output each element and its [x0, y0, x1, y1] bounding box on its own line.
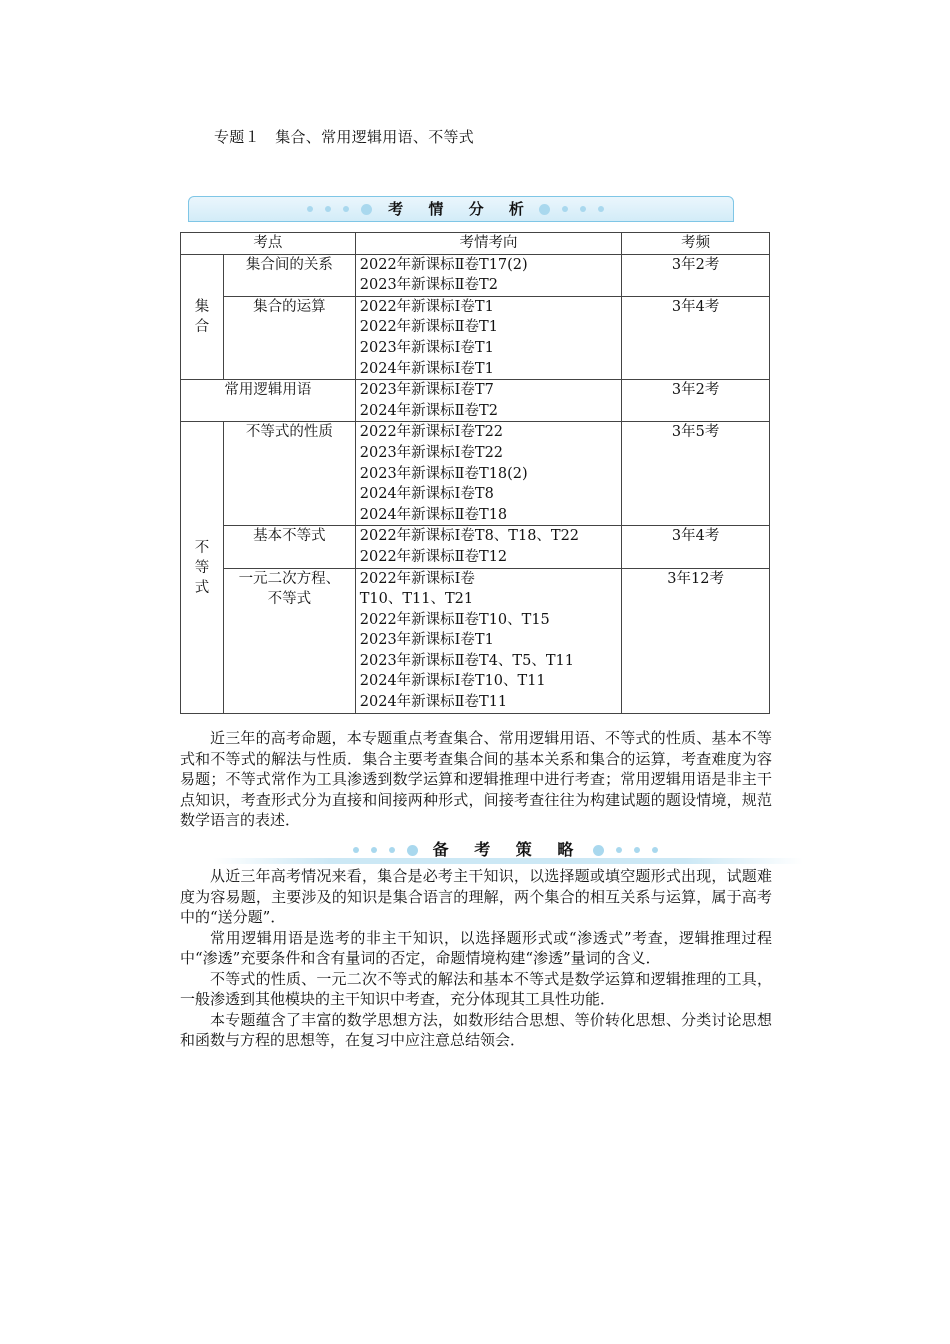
- strategy-paragraph: 不等式的性质、一元二次不等式的解法和基本不等式是数学运算和逻辑推理的工具，一般渗透到其他模块的主干知识中考查，充分体现其工具性功能．: [180, 969, 772, 1008]
- topic-cell: 不等式的性质: [223, 422, 355, 526]
- strategy-paragraph: 本专题蕴含了丰富的数学思想方法，如数形结合思想、等价转化思想、分类讨论思想和函数与方程的思想等，在复习中应注意总结领会．: [180, 1010, 772, 1049]
- topic-cell: 常用逻辑用语: [181, 380, 356, 422]
- header-direction: 考情考向: [355, 233, 622, 255]
- table-row: [181, 380, 770, 422]
- page-title: 专题１ 集合、常用逻辑用语、不等式: [214, 128, 475, 146]
- table-header-row: [181, 233, 770, 255]
- table-row: [181, 526, 770, 568]
- table-row: [181, 422, 770, 526]
- strategy-paragraph: 从近三年高考情况来看，集合是必考主干知识，以选择题或填空题形式出现，试题难度为容易题，主要涉及的知识是集合语言的理解，两个集合的相互关系与运算，属于高考中的“送分题”．: [180, 867, 772, 926]
- table-row: [181, 254, 770, 296]
- group-inequalities: 不 等 式: [181, 422, 224, 713]
- header-frequency: 考频: [622, 233, 770, 255]
- strategy-paragraph: 常用逻辑用语是选考的非主干知识，以选择题形式或“渗透式”考查，逻辑推理过程中“渗透”充要条件和含有量词的否定，命题情境构建“渗透”量词的含义．: [180, 928, 772, 967]
- items-cell: 2022年新课标Ⅰ卷 T10、T11、T21 2022年新课标Ⅱ卷T10、T15 2023年新课标Ⅰ卷T1 2023年新课标Ⅱ卷T4、T5、T11 2024年新课标Ⅰ卷T10、T11 2024年新课标Ⅱ卷T11: [355, 568, 622, 713]
- table-row: [181, 296, 770, 379]
- topic-cell: 集合的运算: [223, 296, 355, 379]
- freq-cell: 3年5考: [622, 422, 770, 526]
- freq-cell: 3年4考: [622, 296, 770, 379]
- section-banner-strategy: [213, 838, 803, 864]
- topic-cell: 基本不等式: [223, 526, 355, 568]
- freq-cell: 3年4考: [622, 526, 770, 568]
- items-cell: 2022年新课标Ⅱ卷T17(2) 2023年新课标Ⅱ卷T2: [355, 254, 622, 296]
- analysis-paragraph: 近三年的高考命题，本专题重点考查集合、常用逻辑用语、不等式的性质、基本不等式和不等式的解法与性质．集合主要考查集合间的基本关系和集合的运算，考查难度为容易题；不等式常作为工具渗透到数学运算和逻辑推理中进行考查；常用逻辑用语是非主干点知识，考查形式分为直接和间接两种形式，间接考查往往为构建试题的题设情境，规范数学语言的表述．: [180, 729, 772, 829]
- strategy-paragraphs: [180, 866, 772, 1051]
- items-cell: 2022年新课标Ⅰ卷T8、T18、T22 2022年新课标Ⅱ卷T12: [355, 526, 622, 568]
- section-title-strategy: 备 考 策 略: [432, 840, 584, 859]
- exam-analysis-table: [180, 232, 770, 714]
- decorative-dots: [593, 838, 658, 862]
- section-title-analysis: 考 情 分 析: [388, 200, 534, 218]
- items-cell: 2022年新课标Ⅰ卷T22 2023年新课标Ⅰ卷T22 2023年新课标Ⅱ卷T18(2) 2024年新课标Ⅰ卷T8 2024年新课标Ⅱ卷T18: [355, 422, 622, 526]
- freq-cell: 3年2考: [622, 380, 770, 422]
- decorative-dots: [539, 197, 604, 221]
- freq-cell: 3年2考: [622, 254, 770, 296]
- freq-cell: 3年12考: [622, 568, 770, 713]
- group-sets: 集 合: [181, 254, 224, 380]
- header-topic: 考点: [181, 233, 356, 255]
- topic-cell: 一元二次方程、不等式: [223, 568, 355, 713]
- topic-cell: 集合间的关系: [223, 254, 355, 296]
- table-row: [181, 568, 770, 713]
- section-banner-analysis: [188, 196, 734, 222]
- items-cell: 2023年新课标Ⅰ卷T7 2024年新课标Ⅱ卷T2: [355, 380, 622, 422]
- items-cell: 2022年新课标Ⅰ卷T1 2022年新课标Ⅱ卷T1 2023年新课标Ⅰ卷T1 2024年新课标Ⅰ卷T1: [355, 296, 622, 379]
